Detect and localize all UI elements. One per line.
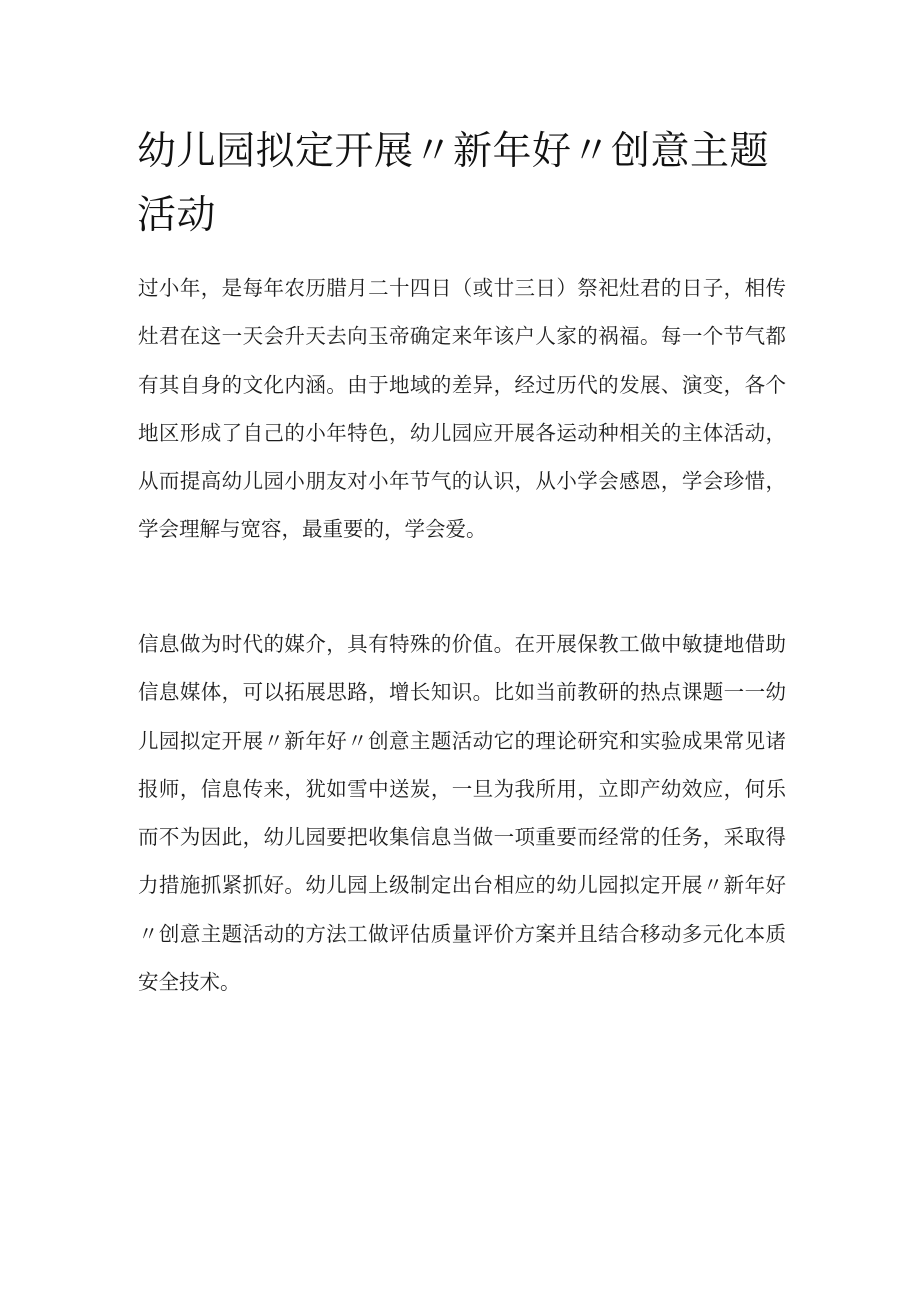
paragraph-intro: 过小年，是每年农历腊月二十四日（或廿三日）祭祀灶君的日子，相传灶君在这一天会升天去向玉帝确定来年该户人家的祸福。每一个节气都有其自身的文化内涵。由于地域的差异，经过历代的发展、演变，各个地区形成了自己的小年特色，幼儿园应开展各运动种相关的主体活动，从而提高幼儿园小朋友对小年节气的认识，从小学会感恩，学会珍惜，学会理解与宽容，最重要的，学会爱。 [138, 276, 786, 542]
document-title: 幼儿园拟定开展〃新年好〃创意主题活动 [137, 129, 770, 238]
paragraph-information: 信息做为时代的媒介，具有特殊的价值。在开展保教工做中敏捷地借助信息媒体，可以拓展思路，增长知识。比如当前教研的热点课题一一幼儿园拟定开展〃新年好〃创意主题活动它的理论研究和实验成果常见诸报师，信息传来，犹如雪中送炭，一旦为我所用，立即产幼效应，何乐而不为因此，幼儿园要把收集信息当做一项重要而经常的任务，采取得力措施抓紧抓好。幼儿园上级制定出台相应的幼儿园拟定开展〃新年好〃创意主题活动的方法工做评估质量评价方案并且结合移动多元化本质安全技术。 [138, 632, 786, 995]
